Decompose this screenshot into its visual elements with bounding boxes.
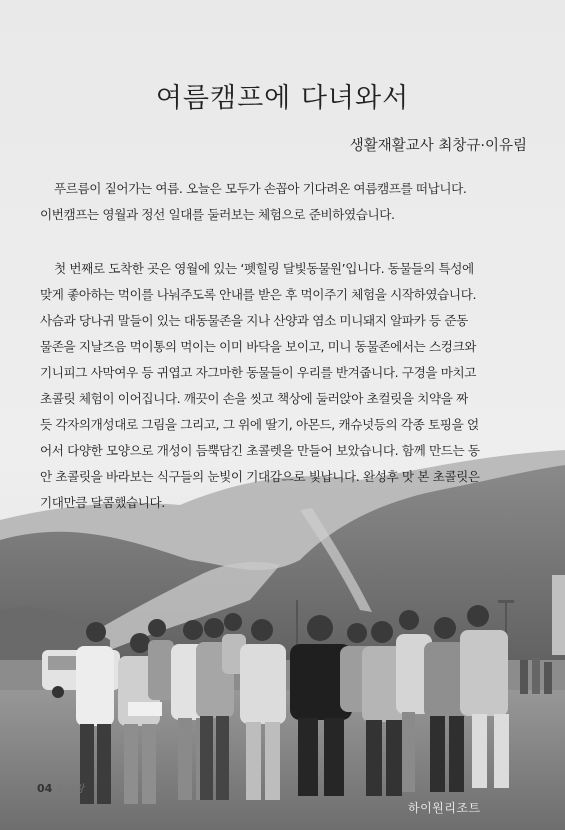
page-number-value: 04 xyxy=(37,782,53,795)
text-line: 기대만큼 달콤했습니다. xyxy=(40,495,165,510)
page-title: 여름캠프에 다녀와서 xyxy=(155,83,410,115)
text-line: 푸르름이 짙어가는 여름. 오늘은 모두가 손꼽아 기다려온 여름캠프를 떠납니다. xyxy=(54,181,467,196)
text-line: 듯 각자의개성대로 그림을 그리고, 그 위에 딸기, 아몬드, 캐슈넛등의 각종 토핑을 얹 xyxy=(40,417,479,432)
text-line: 이번캠프는 영월과 정선 일대를 둘러보는 체험으로 준비하였습니다. xyxy=(40,207,395,222)
magazine-mark: 늘사랑 xyxy=(55,784,85,795)
text-line: 사슴과 당나귀 말들이 있는 대동물존을 지나 산양과 염소 미니돼지 알파카 등 준동 xyxy=(40,313,468,328)
text-line: 맞게 좋아하는 먹이를 나눠주도록 안내를 받은 후 먹이주기 체험을 시작하였습니다. xyxy=(40,287,477,302)
author-byline: 생활재활교사 최창규·이유림 xyxy=(349,138,527,154)
paragraph-zoo-and-chocolate xyxy=(40,256,528,516)
text-line: 초콜릿 체험이 이어집니다. 깨끗이 손을 씻고 책상에 둘러앉아 초컬릿을 치약을 짜 xyxy=(40,391,468,406)
text-line: 어서 다양한 모양으로 개성이 듬뿍담긴 초콜렛을 만들어 보았습니다. 함께 만드는 동 xyxy=(40,443,480,458)
photo-credit: 하이원리조트 xyxy=(408,801,481,815)
text-line: 기니피그 사막여우 등 귀엽고 자그마한 동물들이 우리를 반겨줍니다. 구경을 마치고 xyxy=(40,365,477,380)
page-number xyxy=(37,780,84,795)
text-line: 첫 번째로 도착한 곳은 영월에 있는 ‘펫힐링 달빛동물원’입니다. 동물들의 특성에 xyxy=(54,261,474,276)
paragraph-intro xyxy=(40,176,528,228)
text-line: 물존을 지날즈음 먹이통의 먹이는 이미 바닥을 보이고, 미니 동물존에서는 스컹크와 xyxy=(40,339,477,354)
text-line: 안 초콜릿을 바라보는 식구들의 눈빛이 기대감으로 빛납니다. 완성후 맛 본 초콜릿은 xyxy=(40,469,480,484)
